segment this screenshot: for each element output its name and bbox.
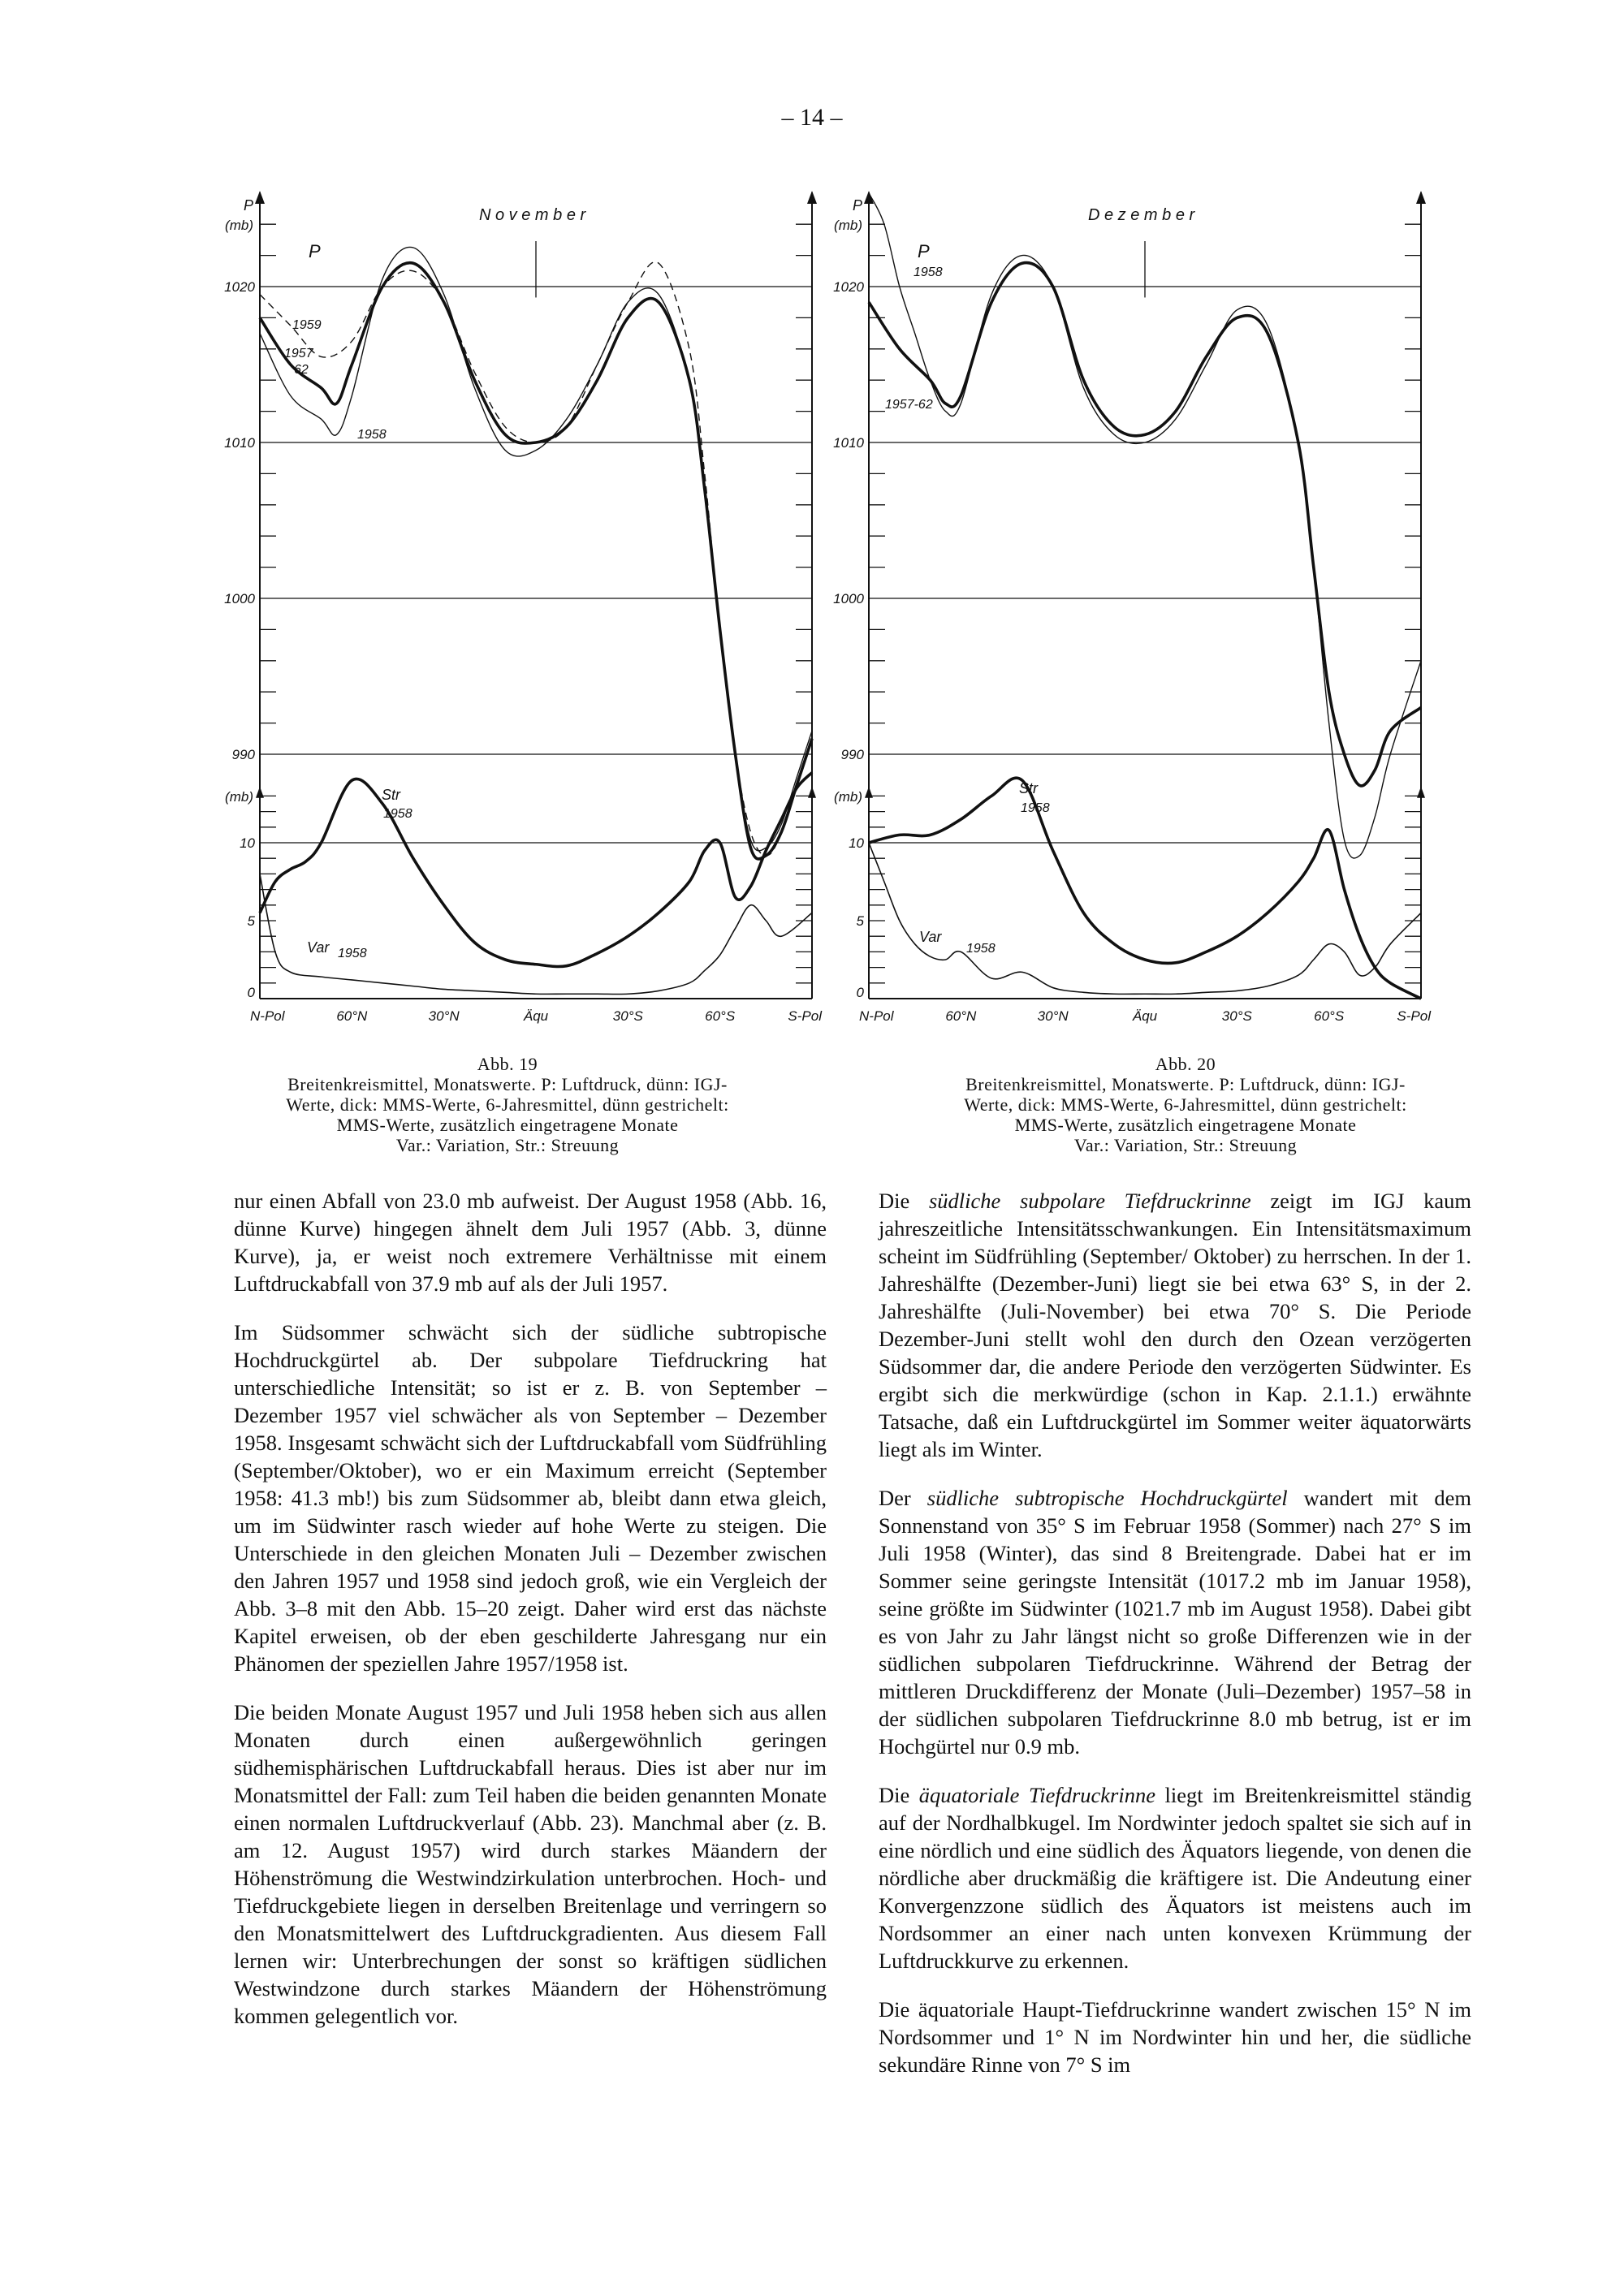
paragraph: [879, 1781, 1471, 1974]
y-tick-label: 1020: [224, 279, 255, 295]
series-line-str-3: [260, 773, 812, 967]
x-tick-label: Äqu: [523, 1008, 549, 1024]
series-line-str-2: [869, 778, 1421, 999]
x-tick-label: 60°N: [945, 1008, 977, 1024]
x-tick-label: N-Pol: [859, 1008, 894, 1024]
axis-label-p: P: [852, 197, 862, 214]
text-run: nur einen Abfall von 23.0 mb aufweist. Der August 1958 (Abb. 16, dünne Kurve) hingegen ähnelt dem Juli 1957 (Abb. 3, dünne Kurve), ja, er weist noch extremere Verhältnisse mit einem Luftdruckabfall von 37.9 mb auf als der Juli 1957.: [234, 1189, 827, 1296]
text-run: Der: [879, 1486, 927, 1510]
curve-label-year: 1958: [357, 428, 387, 442]
y-tick-label: 5: [856, 913, 864, 929]
curve-label-str: Str: [1019, 780, 1039, 796]
series-line-var-4: [260, 874, 812, 994]
caption-line: MMS-Werte, zusätzlich eingetragene Monate: [336, 1115, 679, 1135]
curve-label-year: 1958: [966, 942, 996, 956]
italic-term: südliche subtropische Hochdruckgürtel: [926, 1486, 1288, 1510]
text-column-right: [879, 1187, 1471, 2100]
x-tick-label: S-Pol: [788, 1008, 822, 1024]
axis-arrow-icon: [865, 787, 873, 798]
curve-label-year: 1958: [1021, 801, 1050, 815]
curve-label-year: 1957: [284, 347, 313, 360]
y-tick-label: 0: [247, 985, 255, 1000]
series-line-p-1: [260, 247, 812, 850]
caption-title: Abb. 19: [477, 1054, 538, 1074]
x-tick-label: 30°S: [612, 1008, 643, 1024]
series-line-p-0: [869, 263, 1421, 786]
axis-label-p: P: [243, 197, 253, 214]
figure-abb-19: [224, 183, 828, 1043]
y-tick-label: 1020: [833, 279, 864, 295]
caption-line: Var.: Variation, Str.: Streuung: [1073, 1135, 1298, 1155]
x-tick-label: S-Pol: [1397, 1008, 1431, 1024]
series-line-p-2: [260, 262, 812, 856]
text-column-left: [234, 1187, 827, 2051]
curve-label-year: 1958: [383, 807, 412, 821]
text-run: Die: [879, 1189, 929, 1213]
curve-label-p: P: [309, 241, 321, 261]
x-tick-label: Äqu: [1132, 1008, 1158, 1024]
italic-term: äquatoriale Tiefdruckrinne: [918, 1783, 1155, 1807]
axis-arrow-icon: [255, 191, 265, 204]
axis-arrow-icon: [807, 191, 817, 204]
x-tick-label: 30°S: [1221, 1008, 1252, 1024]
y-tick-label: 1010: [833, 435, 864, 451]
axis-label-unit: (mb): [834, 788, 862, 805]
y-tick-label: 1000: [224, 591, 255, 606]
axis-arrow-icon: [1416, 191, 1426, 204]
x-tick-label: 30°N: [1037, 1008, 1069, 1024]
curve-label-var: Var: [307, 939, 330, 956]
text-run: Die beiden Monate August 1957 und Juli 1958 heben sich aus allen Monaten durch einen außergewöhnlich geringen südhemisphärischen Luftdruckabfall heraus. Dies ist aber nur im Monatsmittel der Fall: zum Teil haben die beiden genannten Monate einen normalen Luftdruckverlauf (Abb. 23). Manchmal aber (z. B. am 12. August 1957) wird durch starkes Mäandern der Höhenströmung die Westwindzirkulation unterbrochen. Hoch- und Tiefdruckgebiete liegen in derselben Breitenlage und verringern so den Monatsmittelwert des Luftdruckgradienten. Aus diesem Fall lernen wir: Unterbrechungen der sonst so kräftigen südlichen Westwindzone durch starkes Mäandern der Höhenströmung kommen gelegentlich vor.: [234, 1700, 827, 2028]
figure-abb-20: [833, 183, 1437, 1043]
caption-line: Var.: Variation, Str.: Streuung: [395, 1135, 620, 1155]
text-run: Im Südsommer schwächt sich der südliche subtropische Hochdruckgürtel ab. Der subpolare Tiefdruckring hat unterschiedliche Intensität; so ist er z. B. von September – Dezember 1957 viel schwächer als von September – Dezember 1958. Insgesamt schwächt sich der Luftdruckabfall vom Südfrühling (September/Oktober), wo er ein Maximum erreicht (September 1958: 41.3 mb!) bis zum Südsommer ab, bleibt dann etwa gleich, um im Südwinter rasch wieder auf hohe Werte zu steigen. Die Unterschiede in den gleichen Monaten Juli – Dezember zwischen den Jahren 1957 und 1958 sind jedoch groß, wie ein Vergleich der Abb. 3–8 mit den Abb. 15–20 zeigt. Daher wird erst das nächste Kapitel erweisen, ob der eben geschilderte Jahresgang nur ein Phänomen der speziellen Jahre 1957/1958 ist.: [234, 1320, 827, 1676]
x-tick-label: 30°N: [428, 1008, 460, 1024]
paragraph: [879, 1996, 1471, 2078]
caption-line: MMS-Werte, zusätzlich eingetragene Monate: [1014, 1115, 1357, 1135]
series-line-p-0: [260, 263, 812, 859]
axis-label-unit: (mb): [225, 788, 253, 805]
y-tick-label: 1000: [833, 591, 864, 606]
x-tick-label: 60°S: [705, 1008, 736, 1024]
text-run: zeigt im IGJ kaum jahreszeitliche Intensitätsschwankungen. Ein Intensitätsmaximum scheint im Südfrühling (September/ Oktober) zu herrschen. In der 1. Jahreshälfte (Dezember-Juni) liegt sie bei etwa 63° S, in der 2. Jahreshälfte (Juli-November) bei etwa 70° S. Die Periode Dezember-Juni stellt wohl den durch den Ozean verzögerten Südsommer dar, die andere Periode den verzögerten Südwinter. Es ergibt sich die merkwürdige (schon in Kap. 2.1.1.) erwähnte Tatsache, daß ein Luftdruckgürtel im Sommer weiter äquatorwärts liegt als im Winter.: [879, 1189, 1472, 1461]
paragraph: [879, 1187, 1471, 1463]
axis-arrow-icon: [1417, 787, 1425, 798]
chart-title: D e z e m b e r: [1088, 206, 1195, 224]
curve-label-year: 1958: [338, 947, 367, 960]
paragraph: [234, 1318, 827, 1677]
italic-term: südliche subpolare Tiefdruckrinne: [928, 1189, 1251, 1213]
y-tick-label: 10: [240, 835, 255, 851]
curve-label-var: Var: [919, 929, 942, 945]
paragraph: [879, 1484, 1471, 1760]
text-run: Die äquatoriale Haupt-Tiefdruckrinne wandert zwischen 15° N im Nordsommer und 1° N im Nordwinter hin und her, die südliche sekundäre Rinne von 7° S im: [879, 1997, 1471, 2077]
text-run: Die: [879, 1783, 919, 1807]
curve-label-year: 1959: [292, 318, 322, 332]
curve-label-year: 1957-62: [885, 398, 933, 412]
caption-line: Werte, dick: MMS-Werte, 6-Jahresmittel, dünn gestrichelt:: [286, 1094, 729, 1115]
x-tick-label: 60°N: [336, 1008, 368, 1024]
figure-caption-20: [877, 1054, 1494, 1155]
caption-line: Breitenkreismittel, Monatswerte. P: Luftdruck, dünn: IGJ-: [287, 1074, 728, 1094]
axis-arrow-icon: [864, 191, 874, 204]
y-tick-label: 990: [840, 747, 864, 762]
page-number: – 14 –: [781, 104, 843, 131]
paragraph: [234, 1187, 827, 1297]
caption-line: Breitenkreismittel, Monatswerte. P: Luftdruck, dünn: IGJ-: [965, 1074, 1406, 1094]
curve-label-year: 1958: [914, 265, 943, 279]
text-run: wandert mit dem Sonnenstand von 35° S im Februar 1958 (Sommer) nach 27° S im Juli 1958 (Winter), das sind 8 Breitengrade. Dabei hat er im Sommer seine geringste Intensität (1017.2 mb im Januar 1958), seine größte im Südwinter (1021.7 mb im August 1958). Dabei gibt es von Jahr zu Jahr längst nicht so große Differenzen wie in der südlichen subpolaren Tiefdruckrinne. Während der Betrag der mittleren Druckdifferenz der Monate (Juli–Dezember) 1957–58 in der südlichen subpolaren Tiefdruckrinne 8.0 mb betrug, ist er im Hochgürtel nur 0.9 mb.: [879, 1486, 1471, 1759]
curve-label-year: 62: [294, 363, 309, 377]
text-run: liegt im Breitenkreismittel ständig auf der Nordhalbkugel. Im Nordwinter jedoch spaltet sie sich auf in eine nördlich und eine südlich des Äquators liegende, von denen die nördliche aber druckmäßig die kräftigere ist. Die Andeutung einer Konvergenzzone südlich des Äquators ist meistens auch im Nordsommer an einer nach unten konvexen Krümmung der Luftdruckkurve zu erkennen.: [879, 1783, 1472, 1973]
axis-label-unit: (mb): [834, 218, 862, 233]
x-tick-label: 60°S: [1314, 1008, 1345, 1024]
curve-label-str: Str: [382, 787, 401, 803]
axis-label-unit: (mb): [225, 218, 253, 233]
y-tick-label: 0: [856, 985, 864, 1000]
curve-label-p: P: [918, 241, 930, 261]
paragraph: [234, 1698, 827, 2030]
caption-line: Werte, dick: MMS-Werte, 6-Jahresmittel, dünn gestrichelt:: [964, 1094, 1407, 1115]
y-tick-label: 990: [231, 747, 255, 762]
axis-arrow-icon: [256, 787, 264, 798]
caption-title: Abb. 20: [1155, 1054, 1216, 1074]
figure-caption-19: [199, 1054, 816, 1155]
x-tick-label: N-Pol: [250, 1008, 285, 1024]
axis-arrow-icon: [808, 787, 816, 798]
chart-title: N o v e m b e r: [479, 206, 586, 224]
y-tick-label: 5: [247, 913, 255, 929]
y-tick-label: 1010: [224, 435, 255, 451]
y-tick-label: 10: [849, 835, 864, 851]
